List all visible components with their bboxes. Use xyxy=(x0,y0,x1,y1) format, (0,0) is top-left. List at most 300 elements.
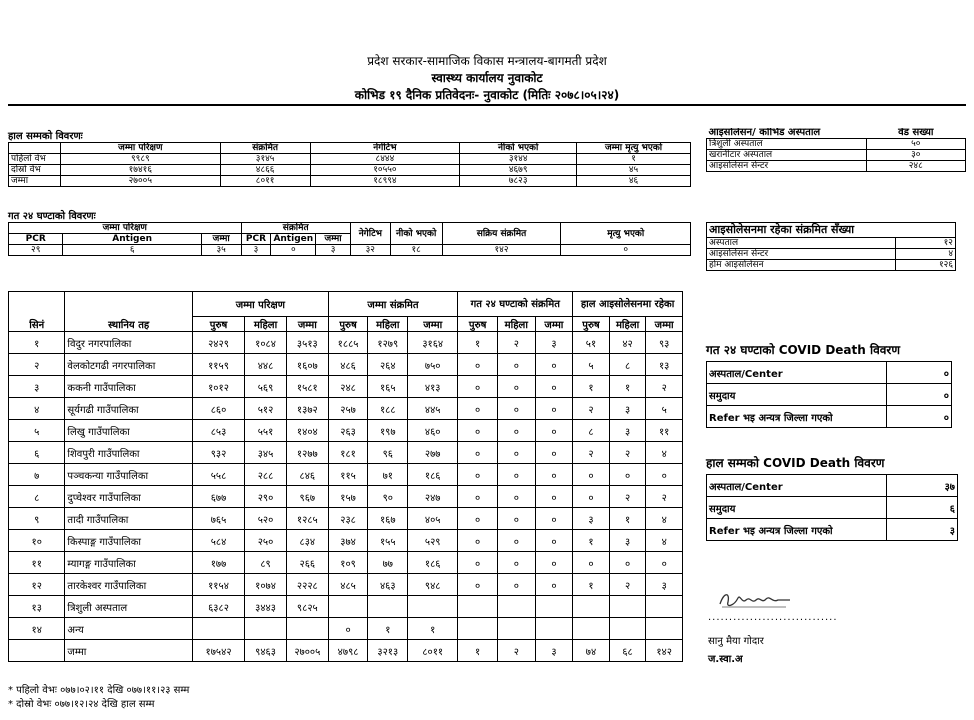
cumulative-cell: ४६७९ xyxy=(460,165,577,176)
cumulative-header-2: संक्रमित xyxy=(220,143,310,154)
local-level-cell: ११ xyxy=(646,420,683,442)
cumulative-body xyxy=(9,154,691,187)
main-sub-11: जम्मा xyxy=(646,317,683,332)
local-level-cell: ९३२ xyxy=(192,442,244,464)
local-level-cell: ० xyxy=(458,442,498,464)
main-sub-8: जम्मा xyxy=(535,317,573,332)
local-level-cell: ० xyxy=(609,464,646,486)
cumulative-header-5: जम्मा मृत्यु भएको xyxy=(577,143,691,154)
local-level-cell: ३ xyxy=(646,574,683,596)
total-cell: १७५४२ xyxy=(192,640,244,662)
hospital-beds: २४८ xyxy=(866,161,965,172)
main-sub-7: महिला xyxy=(498,317,536,332)
local-level-cell: १ xyxy=(458,332,498,354)
local-level-cell: १२७७ xyxy=(286,442,328,464)
local-level-cell: २५० xyxy=(245,530,287,552)
local-level-cell: ६३८२ xyxy=(192,596,244,618)
cumulative-cell: ३१४४ xyxy=(460,154,577,165)
deathTotal-label: Refer भइ अन्यत्र जिल्ला गएको xyxy=(707,519,887,541)
local-level-cell: ९६ xyxy=(368,442,408,464)
local-level-cell: १९७ xyxy=(368,420,408,442)
cumulative-cell: जम्मा xyxy=(9,176,61,187)
total-cell: ३२१३ xyxy=(368,640,408,662)
last24-value: ३५ xyxy=(201,245,241,256)
local-level-cell: ० xyxy=(535,552,573,574)
local-level-cell: १०८४ xyxy=(245,332,287,354)
local-level-cell: ० xyxy=(573,486,610,508)
cumulative-cell: १०५५० xyxy=(310,165,460,176)
last24-recovered-header: नीको भएको xyxy=(390,223,442,245)
local-level-cell: २४७ xyxy=(408,486,458,508)
death-total-table xyxy=(706,474,958,541)
isolation-body xyxy=(707,238,956,271)
local-level-cell: ककनी गाउँपालिका xyxy=(65,376,192,398)
cumulative-header-0 xyxy=(9,143,61,154)
local-level-cell: ० xyxy=(535,530,573,552)
local-level-cell: १६७ xyxy=(368,508,408,530)
last24-value: ३ xyxy=(241,245,271,256)
local-level-cell: ८ xyxy=(573,420,610,442)
local-level-cell xyxy=(535,596,573,618)
local-level-cell: ४८५ xyxy=(328,574,368,596)
local-level-cell: १३ xyxy=(646,354,683,376)
header-ministry: प्रदेश सरकार-सामाजिक विकास मन्त्रालय-बागमती प्रदेश xyxy=(367,54,607,68)
local-level-cell: ० xyxy=(535,442,573,464)
local-level-cell: १ xyxy=(408,618,458,640)
isolation-row xyxy=(707,249,956,260)
local-level-cell xyxy=(286,618,328,640)
local-level-cell: विदुर नगरपालिका xyxy=(65,332,192,354)
cumulative-header-1: जम्मा परिक्षण xyxy=(60,143,220,154)
cumulative-cell: ३१४५ xyxy=(220,154,310,165)
local-level-cell: ५२० xyxy=(245,508,287,530)
local-level-cell: २४८ xyxy=(328,376,368,398)
hospital-name: आइसोलेसन सेन्टर xyxy=(707,161,867,172)
local-level-row xyxy=(9,596,683,618)
local-level-cell: १ xyxy=(9,332,65,354)
local-level-row xyxy=(9,508,683,530)
local-level-cell: ८३४ xyxy=(286,530,328,552)
death-total-title: हाल सम्मको COVID Death विवरण xyxy=(706,456,885,470)
local-level-cell: ० xyxy=(328,618,368,640)
cumulative-cell: दोस्रो वेभ xyxy=(9,165,61,176)
last24-value: ० xyxy=(561,245,691,256)
hospital-beds-table xyxy=(706,128,966,172)
total-cell: ३ xyxy=(535,640,573,662)
local-level-cell: किस्पाङ्ग गाउँपालिका xyxy=(65,530,192,552)
footnote-first-wave: * पहिलो वेभः ०७७।०२।११ देखि ०७७।११।२३ सम्म xyxy=(8,685,190,696)
total-cell: २७००५ xyxy=(286,640,328,662)
local-level-cell xyxy=(498,618,536,640)
local-level-cell: ११५ xyxy=(328,464,368,486)
local-level-cell: २७७ xyxy=(408,442,458,464)
death24-row xyxy=(707,406,952,428)
local-level-cell: ४८६ xyxy=(328,354,368,376)
local-level-cell: ० xyxy=(498,508,536,530)
local-level-cell: ५ xyxy=(9,420,65,442)
local-level-cell: ४ xyxy=(646,508,683,530)
local-level-cell: ८ xyxy=(609,354,646,376)
local-level-cell: ३४४३ xyxy=(245,596,287,618)
local-level-cell: ६ xyxy=(9,442,65,464)
local-level-cell xyxy=(535,618,573,640)
local-level-cell: ० xyxy=(573,464,610,486)
total-row xyxy=(9,640,683,662)
local-level-cell: १ xyxy=(573,574,610,596)
local-level-cell: १३७२ xyxy=(286,398,328,420)
local-level-cell: ० xyxy=(458,376,498,398)
local-level-cell: ० xyxy=(458,574,498,596)
local-level-cell: ० xyxy=(458,552,498,574)
local-level-cell: ७७ xyxy=(368,552,408,574)
death24-value: ० xyxy=(886,384,951,406)
beds-header: वेड संख्या xyxy=(898,128,934,138)
local-level-cell: त्रिशुली अस्पताल xyxy=(65,596,192,618)
main-sub-0: पुरुष xyxy=(192,317,244,332)
last24-infected-header: गत २४ घण्टाको संक्रमित xyxy=(458,292,573,317)
local-level-cell: १८८ xyxy=(368,398,408,420)
local-level-cell xyxy=(646,596,683,618)
hospital-beds: ३० xyxy=(866,150,965,161)
death24-body xyxy=(707,362,952,428)
local-level-cell: ५५८ xyxy=(192,464,244,486)
main-sub-10: महिला xyxy=(609,317,646,332)
local-level-cell: ० xyxy=(535,508,573,530)
local-level-cell: ० xyxy=(535,376,573,398)
hospital-name: त्रिशुली अस्पताल xyxy=(707,139,867,150)
death24-value: ० xyxy=(886,362,951,384)
local-level-cell: ० xyxy=(498,530,536,552)
last24-values-row xyxy=(9,245,691,256)
local-level-header: स्थानिय तह xyxy=(65,292,192,332)
local-level-cell: २ xyxy=(498,332,536,354)
total-cell: ८०११ xyxy=(408,640,458,662)
local-level-cell: ० xyxy=(646,552,683,574)
local-level-cell: ८९ xyxy=(245,552,287,574)
local-level-cell: १ xyxy=(573,530,610,552)
isolation-type: आइसोलेसन सेन्टर xyxy=(707,249,896,260)
sn-header: सिनं xyxy=(9,292,65,332)
local-level-cell: ० xyxy=(535,464,573,486)
local-level-cell: ९८२५ xyxy=(286,596,328,618)
local-level-cell: ० xyxy=(535,574,573,596)
local-level-cell: २ xyxy=(609,574,646,596)
local-level-cell xyxy=(646,618,683,640)
cumulative-cell: १ xyxy=(577,154,691,165)
local-level-cell: ११५४ xyxy=(192,574,244,596)
hospital-header: आइसोलेसन/ कोभिड अस्पताल xyxy=(708,128,821,138)
local-level-cell: म्यागङ्ग गाउँपालिका xyxy=(65,552,192,574)
local-level-cell: ० xyxy=(498,354,536,376)
local-level-cell: ८६० xyxy=(192,398,244,420)
isolation-row xyxy=(707,238,956,249)
local-level-cell: ५५१ xyxy=(245,420,287,442)
local-level-cell: ४४८ xyxy=(245,354,287,376)
local-level-cell: ० xyxy=(498,398,536,420)
local-level-cell: २६३ xyxy=(328,420,368,442)
local-level-cell: २२२८ xyxy=(286,574,328,596)
local-level-cell: ० xyxy=(535,486,573,508)
local-level-cell: १८६ xyxy=(408,552,458,574)
deathTotal-row xyxy=(707,475,958,497)
main-sub-4: महिला xyxy=(368,317,408,332)
local-level-cell: १७७ xyxy=(192,552,244,574)
local-level-cell: २ xyxy=(646,376,683,398)
last24-sub-2: जम्मा xyxy=(201,234,241,245)
local-level-cell: २६६ xyxy=(286,552,328,574)
local-level-cell: ५१ xyxy=(573,332,610,354)
signatory-name: सानु मैया गोदार xyxy=(708,636,764,647)
local-level-cell: ० xyxy=(535,420,573,442)
local-level-cell: १२ xyxy=(9,574,65,596)
last24-sub-0: PCR xyxy=(9,234,63,245)
local-level-cell: ९० xyxy=(368,486,408,508)
cumulative-row xyxy=(9,176,691,187)
death24-label: समुदाय xyxy=(707,384,887,406)
hospital-beds: ५० xyxy=(866,139,965,150)
hospital-beds-body xyxy=(707,139,966,172)
local-level-cell: ० xyxy=(498,376,536,398)
local-level-cell: ५ xyxy=(646,398,683,420)
total-cell: जम्मा xyxy=(65,640,192,662)
local-level-cell: ८४६ xyxy=(286,464,328,486)
local-level-cell: दुप्चेश्वर गाउँपालिका xyxy=(65,486,192,508)
local-level-cell xyxy=(368,596,408,618)
local-level-cell: १ xyxy=(609,508,646,530)
hospital-row xyxy=(707,150,966,161)
cumulative-cell: ४५ xyxy=(577,165,691,176)
local-level-cell: ७१ xyxy=(368,464,408,486)
local-level-cell: १४ xyxy=(9,618,65,640)
local-level-cell: १८६ xyxy=(408,464,458,486)
local-level-cell: १ xyxy=(609,376,646,398)
local-level-cell: ९६७ xyxy=(286,486,328,508)
local-level-cell: ३ xyxy=(535,332,573,354)
local-level-cell xyxy=(192,618,244,640)
cumulative-label: हाल सम्मको विवरणः xyxy=(8,131,83,142)
local-level-cell: ५८४ xyxy=(192,530,244,552)
local-level-cell: ३ xyxy=(9,376,65,398)
local-level-cell: ० xyxy=(498,464,536,486)
local-level-row xyxy=(9,530,683,552)
current-isolation-header: हाल आइसोलेसनमा रहेका xyxy=(573,292,683,317)
local-level-cell: ११ xyxy=(9,552,65,574)
local-level-cell: ३४५ xyxy=(245,442,287,464)
isolation-count: १२ xyxy=(896,238,956,249)
total-cell xyxy=(9,640,65,662)
local-level-cell: ३५१३ xyxy=(286,332,328,354)
local-level-cell: ० xyxy=(498,442,536,464)
last24-value: १४२ xyxy=(442,245,561,256)
local-level-cell: ४६० xyxy=(408,420,458,442)
local-level-cell: ४ xyxy=(646,442,683,464)
cumulative-cell: २७००५ xyxy=(60,176,220,187)
total-cell: ६८ xyxy=(609,640,646,662)
cumulative-cell: पहिलो वेभ xyxy=(9,154,61,165)
isolation-type: अस्पताल xyxy=(707,238,896,249)
local-level-cell: ० xyxy=(573,552,610,574)
cumulative-cell: ७८२३ xyxy=(460,176,577,187)
local-level-cell: १६५ xyxy=(368,376,408,398)
local-level-cell: २ xyxy=(609,442,646,464)
deathTotal-value: ६ xyxy=(886,497,957,519)
local-level-cell: ३१६४ xyxy=(408,332,458,354)
local-level-cell: ० xyxy=(498,420,536,442)
local-level-cell: २ xyxy=(9,354,65,376)
header-report-title: कोभिड १९ दैनिक प्रतिवेदनः- नुवाकोट (मितिः २०७८।०५।२४) xyxy=(354,88,620,102)
local-level-cell: १२८५ xyxy=(286,508,328,530)
last24-sub-5: जम्मा xyxy=(316,234,351,245)
last24-sub-4: Antigen xyxy=(271,234,316,245)
local-level-cell xyxy=(609,596,646,618)
total-cell: ७४ xyxy=(573,640,610,662)
isolation-count: ४ xyxy=(896,249,956,260)
total-cell: ९४६३ xyxy=(245,640,287,662)
local-level-cell: ० xyxy=(535,398,573,420)
local-level-row xyxy=(9,354,683,376)
local-level-cell: २ xyxy=(646,486,683,508)
last24-test-group: जम्मा परिक्षण xyxy=(9,223,242,234)
local-level-row xyxy=(9,398,683,420)
last24-table xyxy=(8,222,691,256)
local-level-row xyxy=(9,486,683,508)
local-level-cell: ० xyxy=(498,486,536,508)
last24-sub-3: PCR xyxy=(241,234,271,245)
local-level-cell: ५१२ xyxy=(245,398,287,420)
local-level-row xyxy=(9,420,683,442)
deathTotal-row xyxy=(707,519,958,541)
local-level-cell: २ xyxy=(573,398,610,420)
cumulative-cell: ९९८९ xyxy=(60,154,220,165)
local-level-cell: १६०७ xyxy=(286,354,328,376)
header-rule xyxy=(8,104,966,106)
local-level-cell: ० xyxy=(458,486,498,508)
deathTotal-label: अस्पताल/Center xyxy=(707,475,887,497)
total-cell: २ xyxy=(498,640,536,662)
local-level-cell: ३ xyxy=(609,420,646,442)
local-level-cell: २ xyxy=(609,486,646,508)
local-level-cell: ९४८ xyxy=(408,574,458,596)
main-sub-1: महिला xyxy=(245,317,287,332)
local-level-cell: २५७ xyxy=(328,398,368,420)
local-level-cell: तादी गाउँपालिका xyxy=(65,508,192,530)
local-level-cell: शिवपुरी गाउँपालिका xyxy=(65,442,192,464)
main-sub-5: जम्मा xyxy=(408,317,458,332)
header-office: स्वास्थ्य कार्यालय नुवाकोट xyxy=(431,71,543,85)
local-level-cell xyxy=(408,596,458,618)
death24-row xyxy=(707,362,952,384)
deathTotal-label: समुदाय xyxy=(707,497,887,519)
local-level-cell xyxy=(573,618,610,640)
last24-infected-group: संक्रमित xyxy=(241,223,350,234)
local-level-cell: ० xyxy=(609,552,646,574)
local-level-cell: १५८१ xyxy=(286,376,328,398)
isolation-row xyxy=(707,260,956,271)
cumulative-cell: ४८६६ xyxy=(220,165,310,176)
local-level-cell: वेलकोटगढी नगरपालिका xyxy=(65,354,192,376)
cumulative-row xyxy=(9,165,691,176)
last24-active-header: सक्रिय संक्रमित xyxy=(442,223,561,245)
signature-image xyxy=(716,588,796,612)
isolation-title: आइसोलेसनमा रहेका संक्रमित सँख्या xyxy=(707,223,956,238)
local-level-cell: ९ xyxy=(9,508,65,530)
local-level-cell: १५७ xyxy=(328,486,368,508)
cumulative-cell: ८४४४ xyxy=(310,154,460,165)
local-level-cell: २९० xyxy=(245,486,287,508)
local-level-cell xyxy=(498,596,536,618)
isolation-type: होम आइसोलेसन xyxy=(707,260,896,271)
signature-dots: ............................... xyxy=(708,612,838,623)
total-test-header: जम्मा परिक्षण xyxy=(192,292,328,317)
death24-table xyxy=(706,361,952,428)
local-level-cell: ० xyxy=(458,508,498,530)
local-level-cell: १८८५ xyxy=(328,332,368,354)
deathTotal-value: ३७ xyxy=(886,475,957,497)
last24-value: ० xyxy=(271,245,316,256)
local-level-body xyxy=(9,332,683,662)
local-level-cell: २३८ xyxy=(328,508,368,530)
last24-label: गत २४ घण्टाको विवरणः xyxy=(8,211,96,222)
local-level-cell: २६४ xyxy=(368,354,408,376)
local-level-cell: पञ्चकन्या गाउँपालिका xyxy=(65,464,192,486)
last24-value: ३ xyxy=(316,245,351,256)
local-level-row xyxy=(9,464,683,486)
last24-value: २९ xyxy=(9,245,63,256)
last24-death-header: मृत्यु भएको xyxy=(561,223,691,245)
local-level-row xyxy=(9,574,683,596)
local-level-cell: सूर्यगढी गाउँपालिका xyxy=(65,398,192,420)
cumulative-header-4: नीको भएको xyxy=(460,143,577,154)
local-level-table xyxy=(8,291,683,662)
death-total-body xyxy=(707,475,958,541)
local-level-row xyxy=(9,376,683,398)
last24-negative-header: नेगेटिभ xyxy=(350,223,390,245)
local-level-cell xyxy=(458,596,498,618)
local-level-cell: १ xyxy=(368,618,408,640)
total-cell: ४७९८ xyxy=(328,640,368,662)
local-level-cell: ४ xyxy=(9,398,65,420)
local-level-cell: लिखु गाउँपालिका xyxy=(65,420,192,442)
cumulative-cell: ४६ xyxy=(577,176,691,187)
local-level-cell: ९३ xyxy=(646,332,683,354)
local-level-cell: ५६९ xyxy=(245,376,287,398)
total-cell: १४२ xyxy=(646,640,683,662)
local-level-cell: ११५९ xyxy=(192,354,244,376)
cumulative-cell: १८९९४ xyxy=(310,176,460,187)
local-level-cell: ३७४ xyxy=(328,530,368,552)
footnote-second-wave: * दोस्रो वेभः ०७७।१२।२४ देखि हाल सम्म xyxy=(8,699,155,710)
death24-label: अस्पताल/Center xyxy=(707,362,887,384)
cumulative-row xyxy=(9,154,691,165)
local-level-cell: ० xyxy=(458,398,498,420)
local-level-cell: १४०४ xyxy=(286,420,328,442)
local-level-cell: १५५ xyxy=(368,530,408,552)
local-level-cell: ० xyxy=(458,464,498,486)
local-level-cell: ८५३ xyxy=(192,420,244,442)
local-level-cell xyxy=(458,618,498,640)
last24-value: ३२ xyxy=(350,245,390,256)
main-sub-9: पुरुष xyxy=(573,317,610,332)
cumulative-table xyxy=(8,142,691,187)
total-cell: १ xyxy=(458,640,498,662)
death24-row xyxy=(707,384,952,406)
local-level-cell: ० xyxy=(458,530,498,552)
local-level-cell: ० xyxy=(498,552,536,574)
local-level-cell: ३ xyxy=(609,530,646,552)
local-level-cell: ४४५ xyxy=(408,398,458,420)
local-level-cell xyxy=(328,596,368,618)
local-level-row xyxy=(9,332,683,354)
